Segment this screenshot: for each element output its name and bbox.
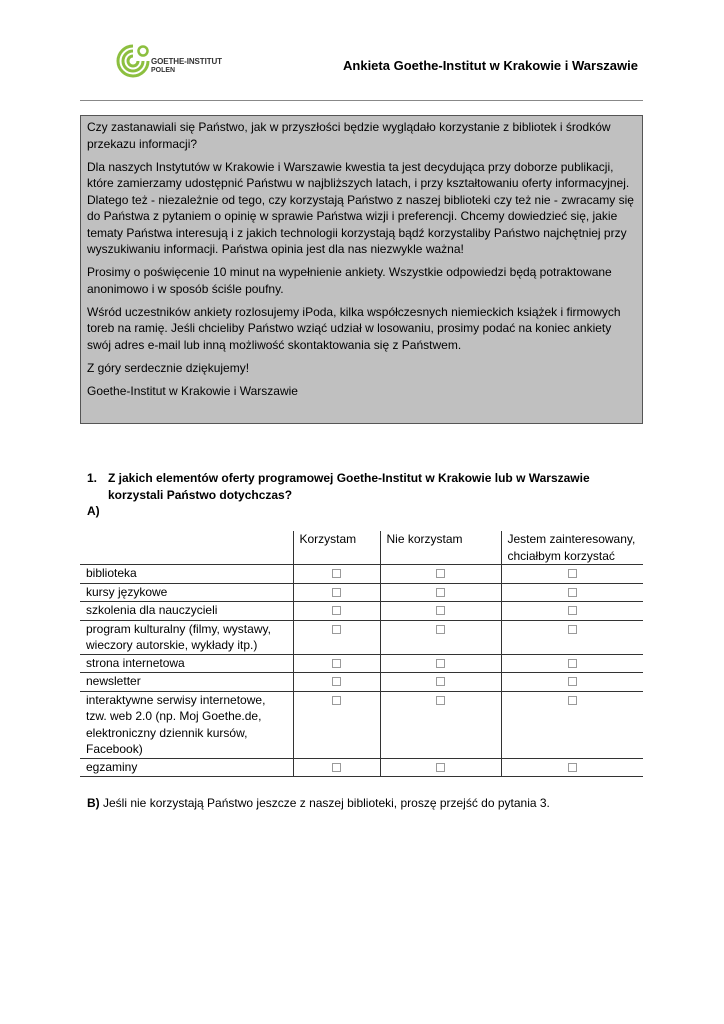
checkbox[interactable]: [332, 677, 341, 686]
checkbox[interactable]: [332, 588, 341, 597]
logo-country: POLEN: [151, 67, 176, 74]
column-header: Jestem zainteresowany, chciałbym korzystać: [501, 531, 643, 565]
table-row: [80, 620, 643, 654]
checkbox[interactable]: [568, 696, 577, 705]
checkbox[interactable]: [436, 588, 445, 597]
goethe-institut-logo: [116, 42, 236, 82]
intro-paragraph: Czy zastanawiali się Państwo, jak w przyszłości będzie wyglądało korzystanie z bibliotek i środków przekazu informacji?: [87, 120, 611, 151]
goethe-logo-icon: [116, 42, 150, 78]
row-label: szkolenia dla nauczycieli: [80, 602, 293, 621]
row-label: newsletter: [80, 673, 293, 692]
header-divider: [80, 100, 643, 101]
table-row: [80, 602, 643, 621]
checkbox[interactable]: [436, 569, 445, 578]
row-label: biblioteka: [80, 565, 293, 584]
checkbox[interactable]: [568, 588, 577, 597]
checkbox[interactable]: [436, 677, 445, 686]
checkbox[interactable]: [436, 659, 445, 668]
table-row: [80, 758, 643, 777]
note-text: Jeśli nie korzystają Państwo jeszcze z naszej biblioteki, proszę przejść do pytania 3.: [99, 796, 550, 810]
row-label: interaktywne serwisy internetowe, tzw. web 2.0 (np. Moj Goethe.de, elektroniczny dziennik kursów, Facebook): [80, 691, 293, 758]
checkbox[interactable]: [568, 606, 577, 615]
note-b: [87, 795, 550, 811]
intro-box: [80, 115, 643, 424]
checkbox[interactable]: [332, 625, 341, 634]
row-label: program kulturalny (filmy, wystawy, wieczory autorskie, wykłady itp.): [80, 620, 293, 654]
table-header-row: [80, 531, 643, 565]
table-row: [80, 691, 643, 758]
table-row: [80, 583, 643, 602]
question-part-label: A): [87, 504, 100, 518]
intro-paragraph: Wśród uczestników ankiety rozlosujemy iPoda, kilka współczesnych niemieckich książek i firmowych toreb na ramię. Jeśli chcieliby Państwo wziąć udział w losowaniu, prosimy podać na koniec ankiety swój adres e-mail lub inną możliwość skontaktowania się z Państwem.: [87, 304, 621, 352]
intro-paragraph: Z góry serdecznie dziękujemy!: [87, 360, 250, 375]
intro-paragraph: Dla naszych Instytutów w Krakowie i Warszawie kwestia ta jest decydująca przy doborze publikacji, które zamierzamy udostępnić Państwu w najbliższych latach, i przy kształtowaniu oferty informacyjnej. Dlatego też - niezależnie od tego, czy korzystają Państwo z naszej biblioteki czy też nie - zwracamy się do Państwa z pytaniem o opinię w sprawie Państwa wizji i preferencji. Chcemy dowiedzieć się, jakie tematy Państwa interesują i z jakich technologii korzystają bądź korzystaliby Państwo najchętniej przy wyszukiwaniu informacji. Państwa opinia jest dla nas niezwykle ważna!: [87, 159, 634, 256]
checkbox[interactable]: [568, 659, 577, 668]
document-title: Ankieta Goethe-Institut w Krakowie i Warszawie: [343, 58, 638, 73]
checkbox[interactable]: [332, 659, 341, 668]
row-label: kursy językowe: [80, 583, 293, 602]
question-text: Z jakich elementów oferty programowej Goethe-Institut w Krakowie lub w Warszawie korzystali Państwo dotychczas?: [108, 471, 590, 502]
header-empty-cell: [80, 531, 293, 565]
question-number: 1.: [87, 471, 98, 485]
note-label: B): [87, 796, 100, 810]
intro-paragraph: Prosimy o poświęcenie 10 minut na wypełnienie ankiety. Wszystkie odpowiedzi będą potraktowane anonimowo i w sposób ściśle poufny.: [87, 265, 612, 296]
checkbox[interactable]: [436, 763, 445, 772]
offer-usage-table: [80, 531, 643, 777]
column-header: Korzystam: [293, 531, 380, 565]
checkbox[interactable]: [332, 696, 341, 705]
intro-signature: Goethe-Institut w Krakowie i Warszawie: [87, 383, 298, 398]
checkbox[interactable]: [568, 569, 577, 578]
checkbox[interactable]: [436, 625, 445, 634]
table-row: [80, 673, 643, 692]
table-row: [80, 565, 643, 584]
checkbox[interactable]: [332, 569, 341, 578]
checkbox[interactable]: [436, 696, 445, 705]
checkbox[interactable]: [568, 625, 577, 634]
column-header: Nie korzystam: [380, 531, 501, 565]
row-label: egzaminy: [80, 758, 293, 777]
checkbox[interactable]: [332, 763, 341, 772]
checkbox[interactable]: [568, 677, 577, 686]
checkbox[interactable]: [436, 606, 445, 615]
checkbox[interactable]: [568, 763, 577, 772]
row-label: strona internetowa: [80, 654, 293, 673]
checkbox[interactable]: [332, 606, 341, 615]
logo-wordmark: GOETHE-INSTITUT: [151, 57, 222, 66]
table-row: [80, 654, 643, 673]
